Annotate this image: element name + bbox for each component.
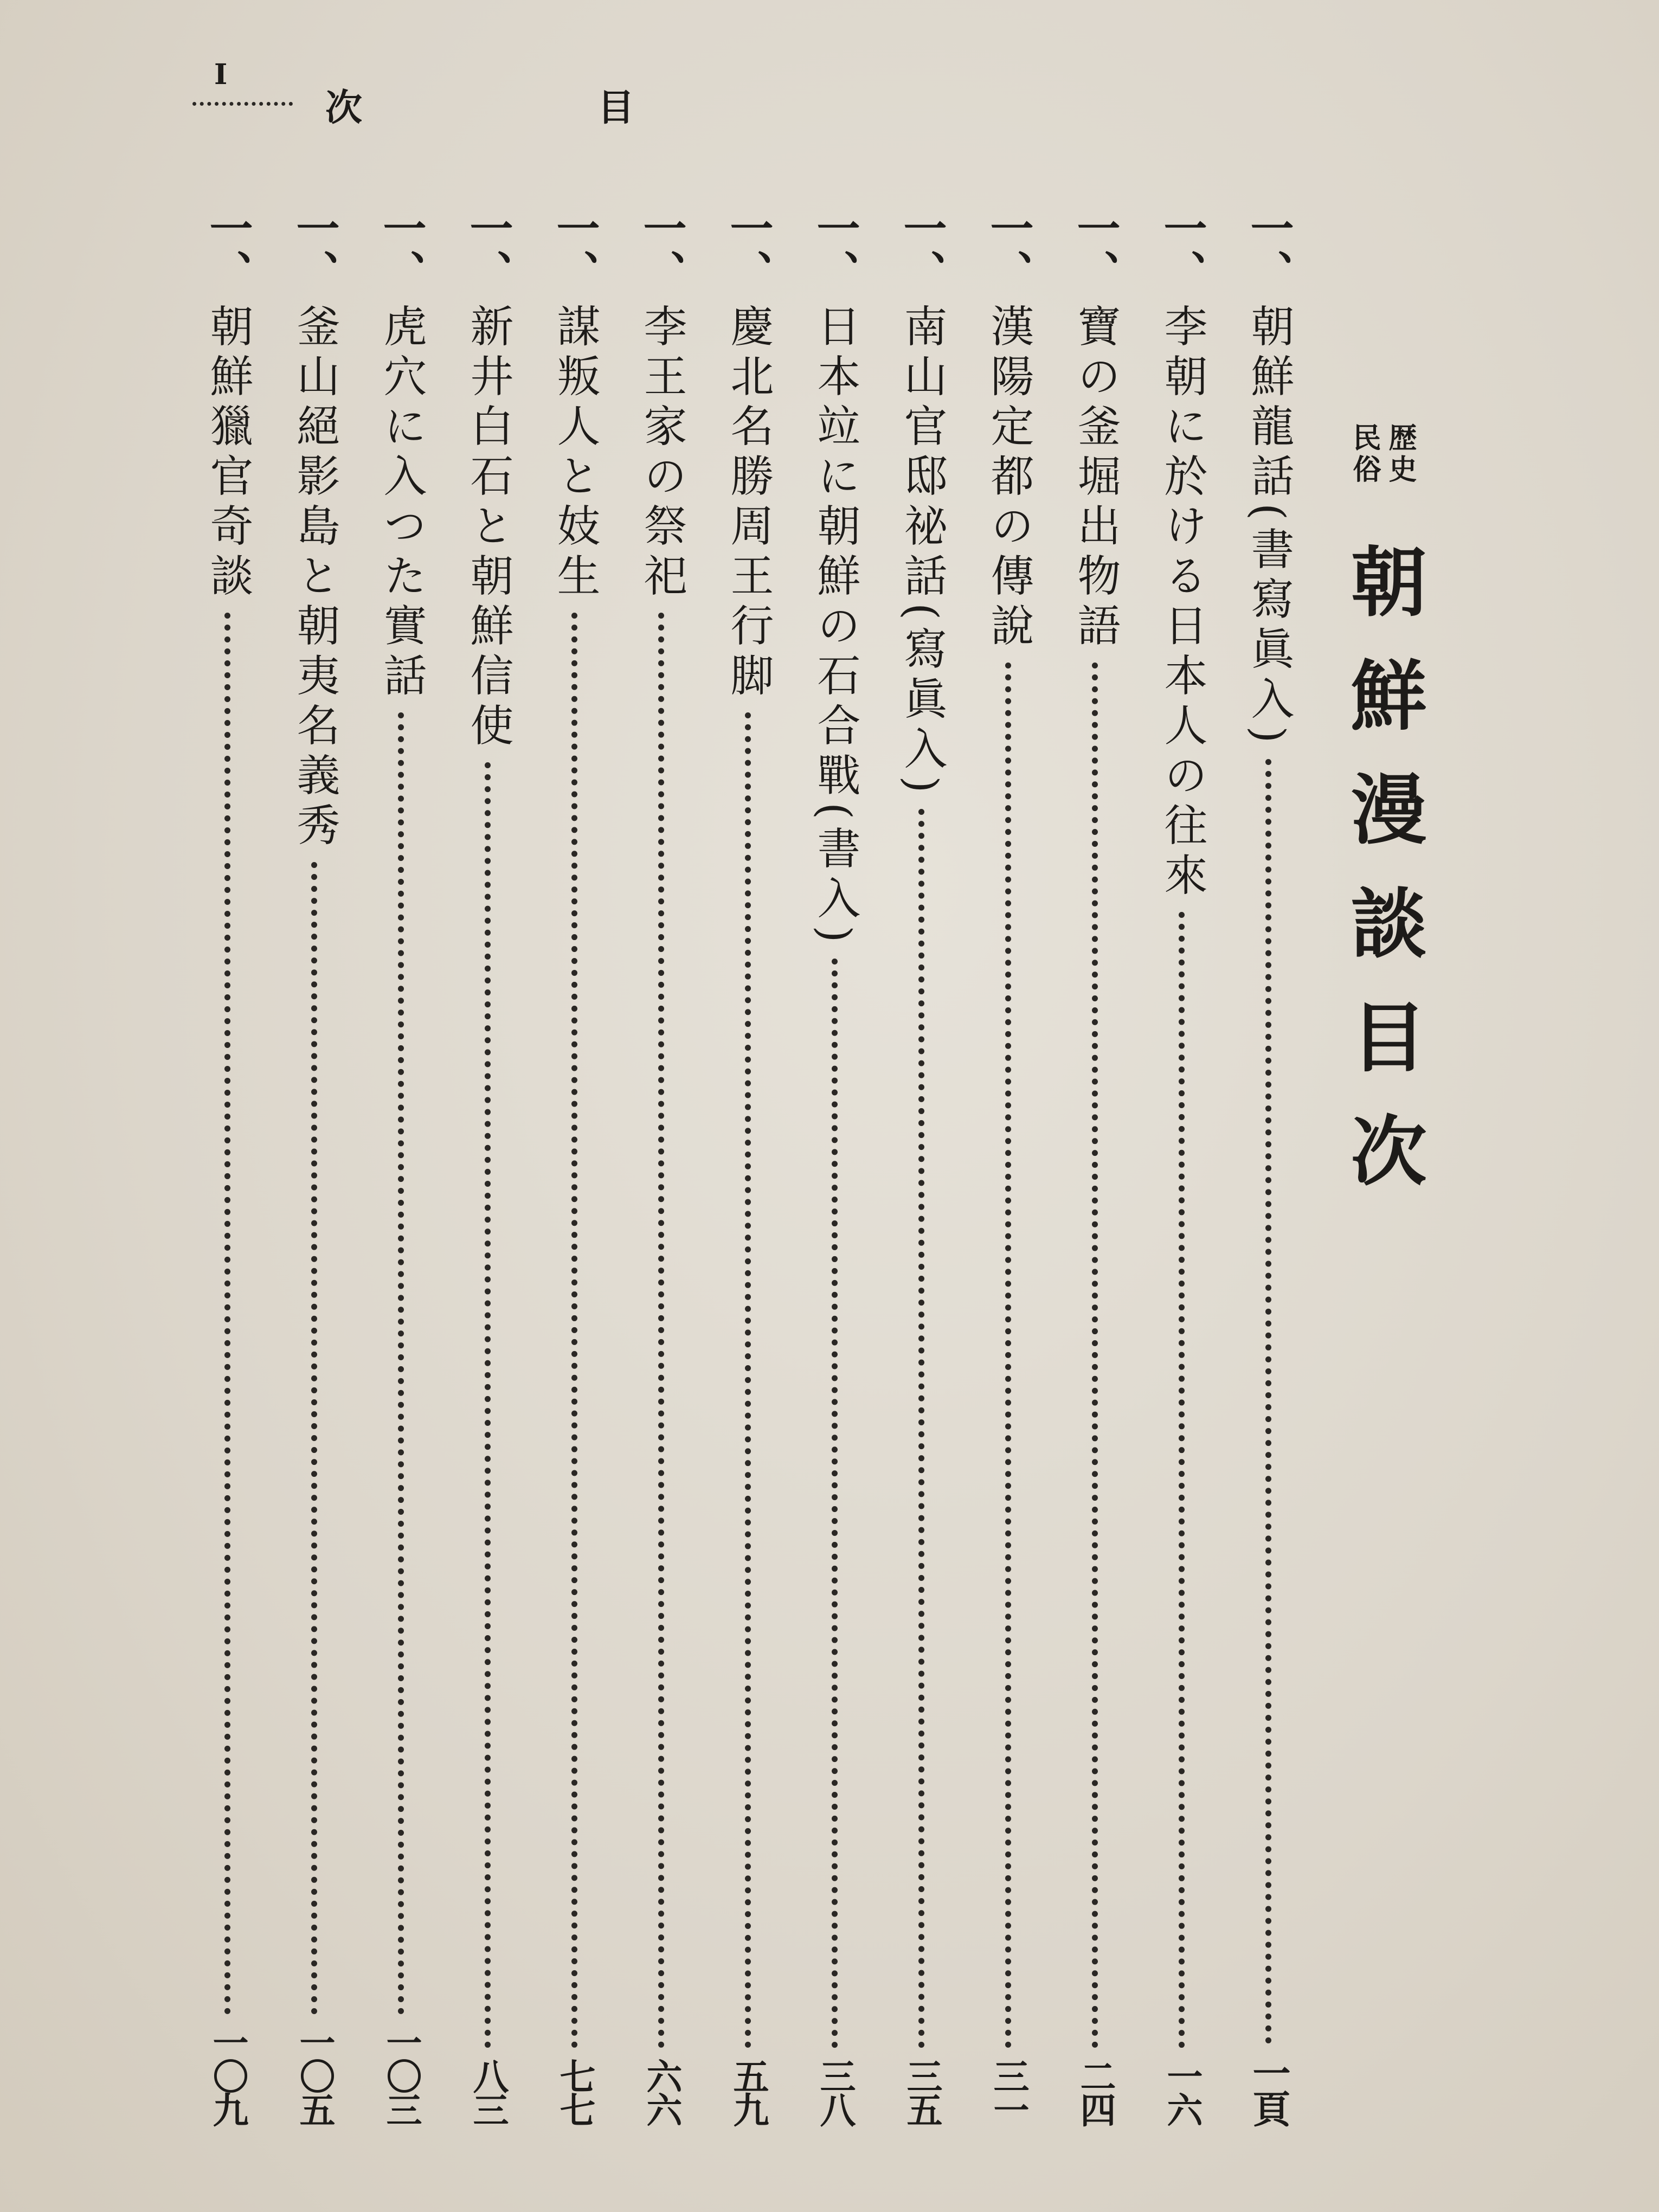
toc-leader	[859, 809, 924, 2048]
toc-bullet: 一、	[1243, 206, 1294, 293]
toc-page-number: 三一	[987, 2058, 1030, 2125]
toc-bullet: 一、	[549, 206, 600, 293]
toc-leader	[1120, 912, 1185, 2048]
toc-leader	[512, 613, 577, 2048]
toc-entry[interactable]	[542, 206, 607, 2125]
toc-page-number: 一六	[1161, 2058, 1203, 2125]
toc-bullet: 一、	[723, 206, 774, 293]
toc-leader	[599, 613, 664, 2048]
toc-bullet: 一、	[896, 206, 947, 293]
toc-entry[interactable]	[629, 206, 694, 2125]
toc-leader	[339, 712, 404, 2015]
toc-leader	[1033, 663, 1098, 2048]
toc-leader	[686, 712, 751, 2048]
subtitle-left: 民俗	[1348, 423, 1381, 486]
toc-title: 朝鮮龍話(書寫眞入)	[1244, 304, 1294, 750]
toc-entry[interactable]	[369, 206, 434, 2125]
toc-page-number: 二四	[1074, 2058, 1116, 2125]
toc-page-number: 一〇五	[293, 2024, 336, 2125]
toc-entry[interactable]	[1236, 206, 1301, 2125]
toc-page-number: 七七	[554, 2058, 596, 2125]
toc-leader	[773, 959, 838, 2048]
toc-page-number: 一頁	[1246, 2054, 1291, 2125]
toc-page-number: 一〇三	[380, 2024, 422, 2125]
toc-title: 日本竝に朝鮮の石合戰(書入)	[810, 304, 860, 949]
toc-bullet: 一、	[1156, 206, 1207, 293]
toc-list	[195, 206, 1301, 2125]
toc-bullet: 一、	[376, 206, 427, 293]
toc-leader	[946, 663, 1011, 2048]
toc-title: 新井白石と朝鮮信使	[463, 304, 513, 753]
toc-page-number: 三八	[814, 2058, 856, 2125]
toc-bullet: 一、	[202, 206, 253, 293]
subtitle-right: 歴史	[1384, 423, 1417, 486]
toc-entry[interactable]	[1063, 206, 1128, 2125]
toc-bullet: 一、	[1070, 206, 1121, 293]
toc-title: 漢陽定都の傳說	[983, 304, 1034, 653]
toc-title: 慶北名勝周王行脚	[723, 304, 774, 703]
toc-entry[interactable]	[716, 206, 781, 2125]
toc-page-number: 五九	[727, 2058, 769, 2125]
toc-entry[interactable]	[802, 206, 867, 2125]
toc-bullet: 一、	[289, 206, 340, 293]
toc-leader	[1206, 759, 1271, 2044]
toc-title: 虎穴に入つた實話	[376, 304, 427, 703]
toc-entry[interactable]	[282, 206, 347, 2125]
toc-title: 釜山絕影島と朝夷名義秀	[290, 304, 340, 852]
toc-entry[interactable]	[195, 206, 260, 2125]
toc-title: 謀叛人と妓生	[550, 304, 600, 603]
toc-bullet: 一、	[809, 206, 860, 293]
toc-entry[interactable]	[455, 206, 520, 2125]
toc-bullet: 一、	[462, 206, 513, 293]
header-page-number: I	[214, 58, 228, 91]
header-char-moku: 目	[597, 86, 635, 130]
toc-bullet: 一、	[983, 206, 1034, 293]
toc-leader	[426, 762, 491, 2048]
toc-page-number: 三五	[901, 2058, 943, 2125]
toc-leader	[252, 862, 317, 2015]
page-title: 朝鮮漫談目次	[1338, 542, 1427, 1225]
header-char-ji: 次	[325, 86, 363, 130]
toc-entry[interactable]	[976, 206, 1041, 2125]
toc-leader	[165, 613, 230, 2015]
toc-title: 李王家の祭祀	[636, 304, 687, 603]
toc-page-number: 六六	[640, 2058, 683, 2125]
toc-entry[interactable]	[1149, 206, 1214, 2125]
toc-title: 李朝に於ける日本人の往來	[1157, 304, 1207, 902]
toc-bullet: 一、	[636, 206, 687, 293]
toc-entry[interactable]	[889, 206, 954, 2125]
toc-page-number: 一〇九	[207, 2024, 249, 2125]
toc-title: 寶の釜堀出物語	[1070, 304, 1121, 653]
title-block	[1338, 542, 1427, 1420]
subtitle-block	[1348, 423, 1417, 486]
toc-title: 朝鮮獵官奇談	[203, 304, 253, 603]
toc-page-number: 八三	[467, 2058, 509, 2125]
toc-title: 南山官邸祕話(寫眞入)	[897, 304, 947, 800]
header-rule	[192, 102, 293, 106]
